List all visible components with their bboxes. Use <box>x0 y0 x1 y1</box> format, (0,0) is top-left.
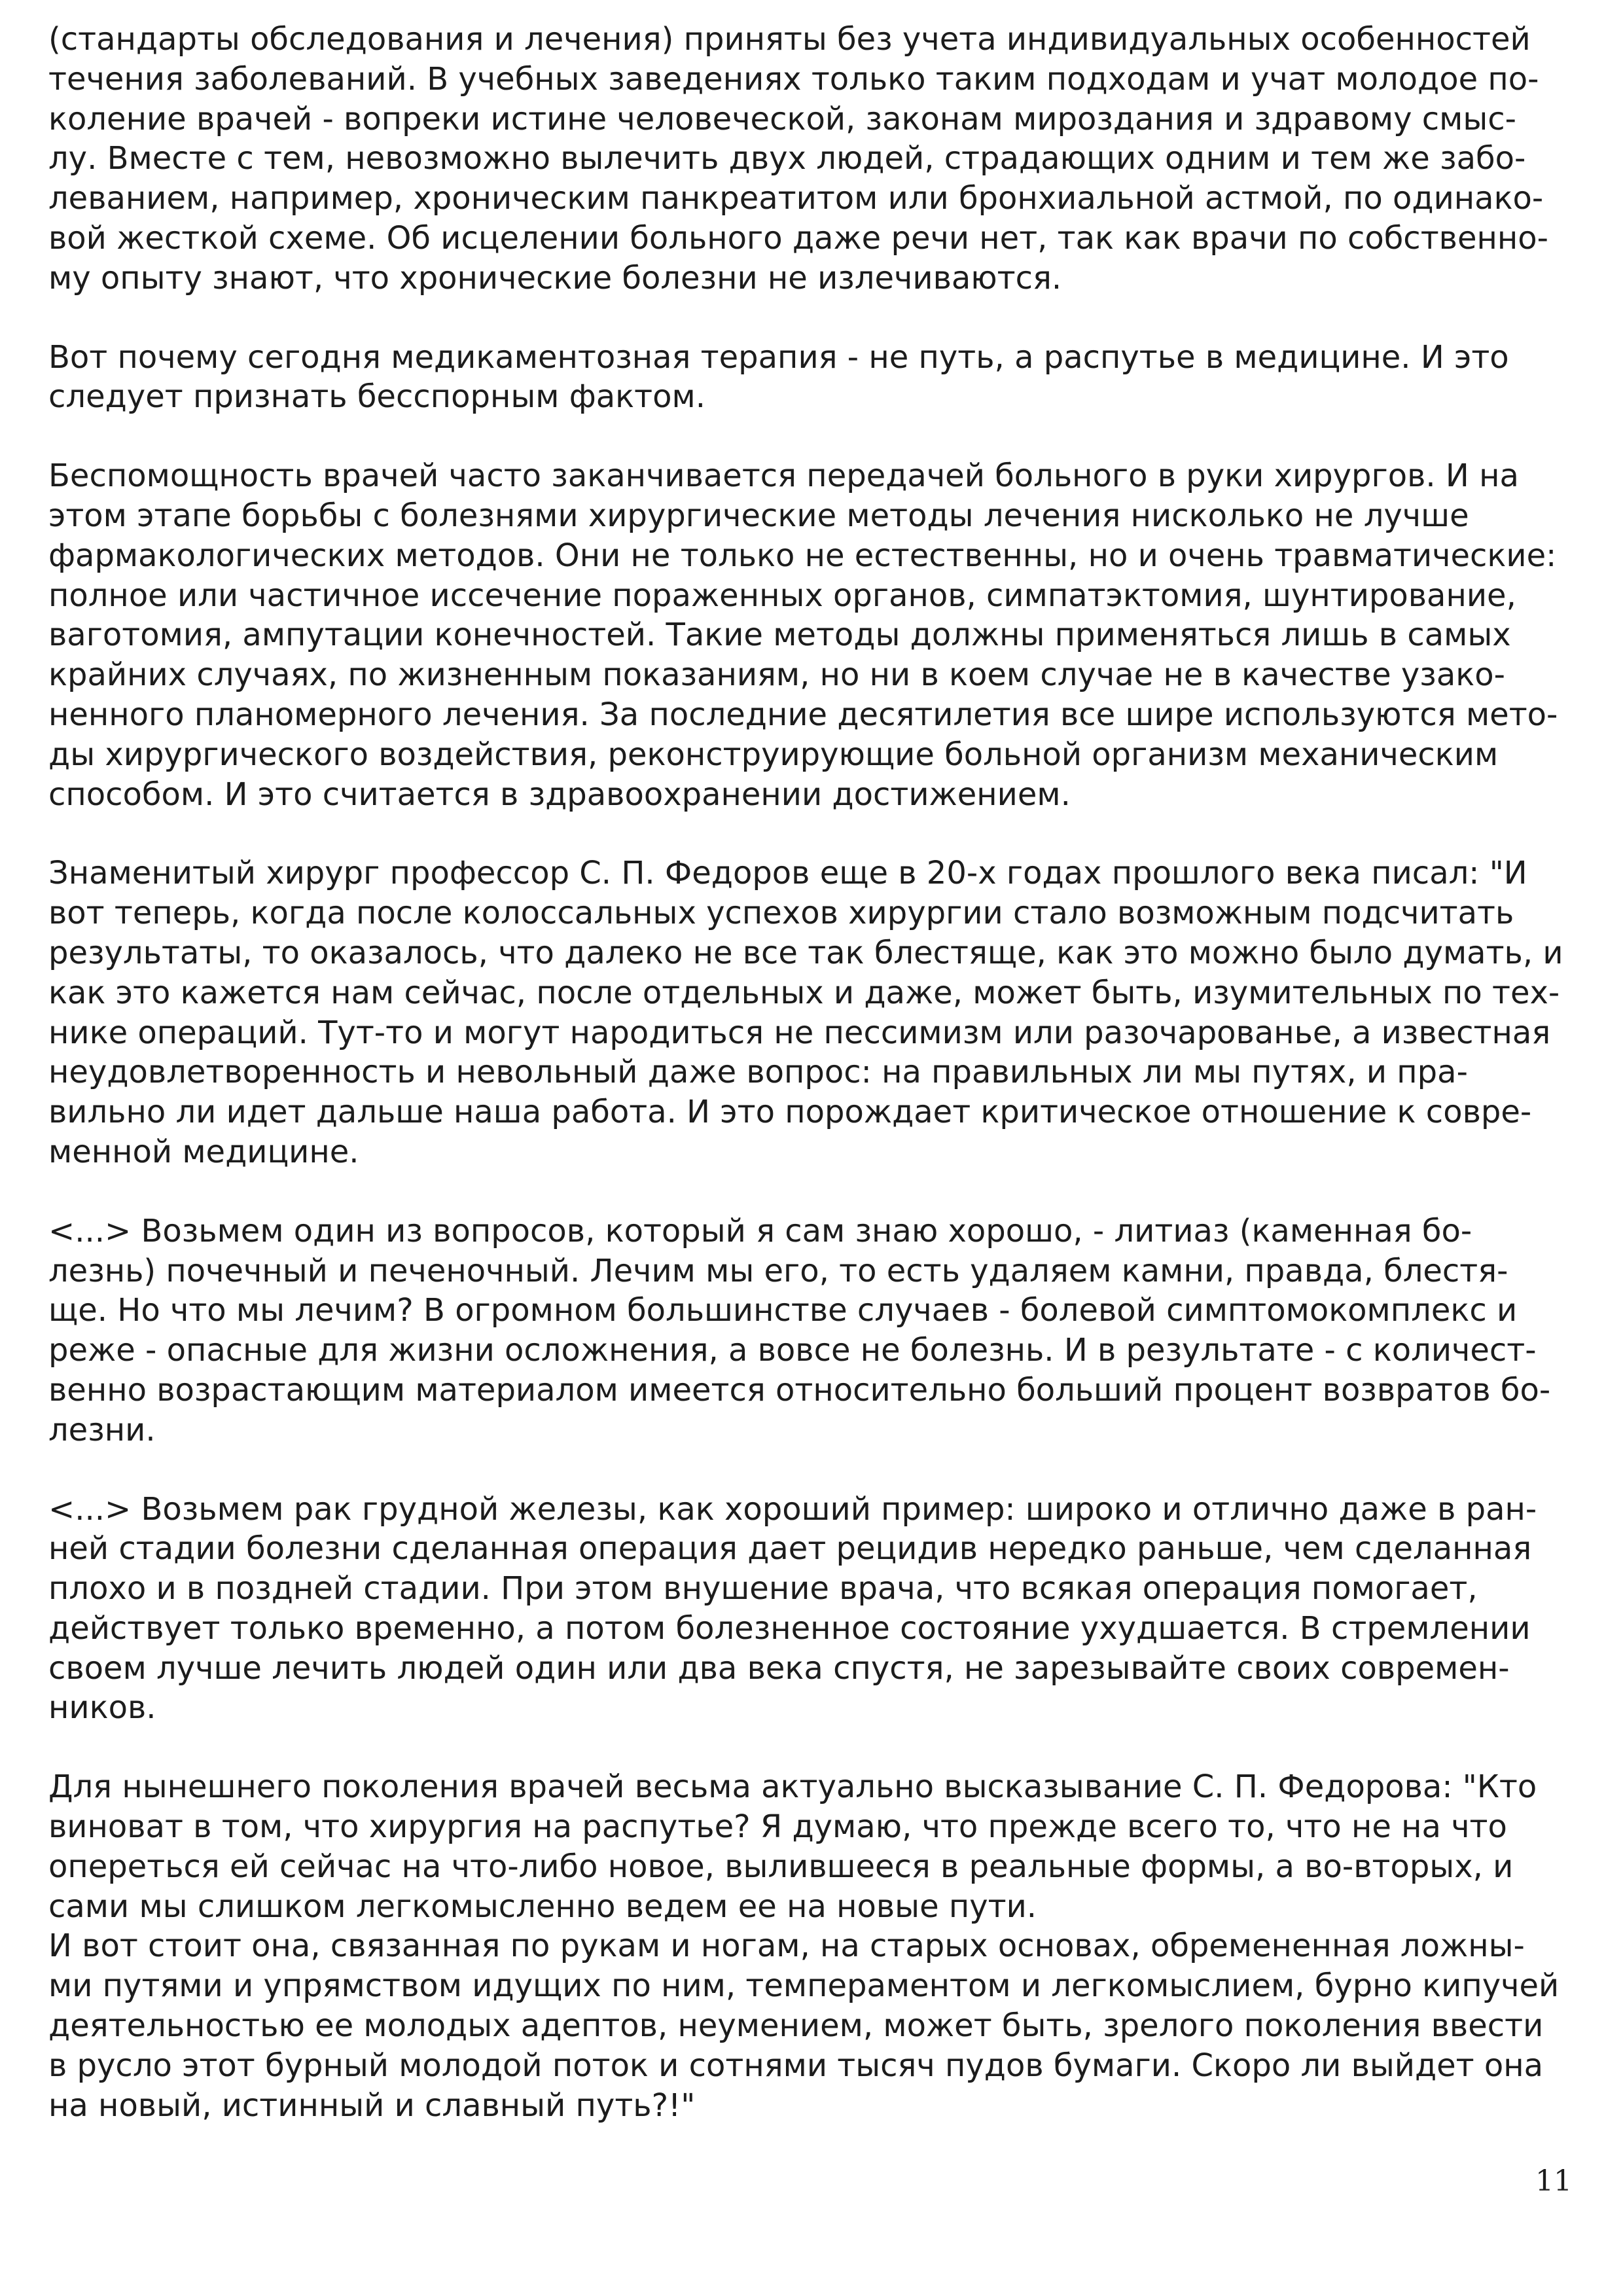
text-line: своем лучше лечить людей один или два века спустя, не зарезывайте своих современ- <box>48 1649 1510 1687</box>
text-line: венно возрастающим материалом имеется относительно больший процент возвратов бо- <box>48 1371 1551 1408</box>
text-line: вот теперь, когда после колоссальных успехов хирургии стало возможным подсчитать <box>48 895 1514 932</box>
text-line: Беспомощность врачей часто заканчивается передачей больного в руки хирургов. И на <box>48 457 1519 495</box>
text-line: плохо и в поздней стадии. При этом внушение врача, что всякая операция помогает, <box>48 1570 1478 1607</box>
text-line: (стандарты обследования и лечения) приняты без учета индивидуальных особенностей <box>48 21 1531 58</box>
text-line: лу. Вместе с тем, невозможно вылечить двух людей, страдающих одним и тем же забо- <box>48 140 1526 177</box>
text-line: лезни. <box>48 1411 156 1448</box>
text-line: ненного планомерного лечения. За последние десятилетия все шире используются мето- <box>48 696 1558 733</box>
text-line: ваготомия, ампутации конечностей. Такие методы должны применяться лишь в самых <box>48 617 1511 654</box>
text-line: следует признать бесспорным фактом. <box>48 378 705 416</box>
paragraph-1 <box>48 20 1586 298</box>
paragraph-6 <box>48 1490 1586 1729</box>
text-line: Вот почему сегодня медикаментозная терапия - не путь, а распутье в медицине. И это <box>48 338 1509 376</box>
text-line: леванием, например, хроническим панкреатитом или бронхиальной астмой, по одинако- <box>48 180 1544 217</box>
text-line: Для нынешнего поколения врачей весьма актуально высказывание С. П. Федорова: "Кто <box>48 1768 1537 1806</box>
text-line: вой жесткой схеме. Об исцелении больного даже речи нет, так как врачи по собственно- <box>48 219 1548 257</box>
text-line: результаты, то оказалось, что далеко не все так блестяще, как это можно было думать, и <box>48 934 1563 971</box>
text-line: реже - опасные для жизни осложнения, а вовсе не болезнь. И в результате - с количест- <box>48 1332 1537 1369</box>
text-line: как это кажется нам сейчас, после отдельных и даже, может быть, изумительных по тех- <box>48 974 1560 1011</box>
text-line: Знаменитый хирург профессор С. П. Федоров еще в 20-х годах прошлого века писал: "И <box>48 855 1527 892</box>
text-line: опереться ей сейчас на что-либо новое, вылившееся в реальные формы, а во-вторых, и <box>48 1848 1514 1885</box>
text-line: И вот стоит она, связанная по рукам и ногам, на старых основах, обремененная ложны- <box>48 1928 1525 1965</box>
text-line: течения заболеваний. В учебных заведениях только таким подходам и учат молодое по- <box>48 60 1539 98</box>
page-body <box>48 20 1586 2164</box>
text-line: виноват в том, что хирургия на распутье? Я думаю, что прежде всего то, что не на что <box>48 1808 1507 1846</box>
text-line: полное или частичное иссечение пораженных органов, симпатэктомия, шунтирование, <box>48 577 1516 614</box>
text-line: крайних случаях, по жизненным показаниям, но ни в коем случае не в качестве узако- <box>48 656 1505 694</box>
text-line: <...> Возьмем рак грудной железы, как хороший пример: широко и отлично даже в ран- <box>48 1490 1537 1528</box>
text-line: лезнь) почечный и печеночный. Лечим мы его, то есть удаляем камни, правда, блестя- <box>48 1252 1508 1289</box>
text-line: деятельностью ее молодых адептов, неумением, может быть, зрелого поколения ввести <box>48 2007 1544 2045</box>
page-number: 11 <box>1535 2164 1572 2198</box>
text-line: фармакологических методов. Они не только не естественны, но и очень травматические: <box>48 537 1557 574</box>
paragraph-4 <box>48 853 1586 1172</box>
text-line: менной медицине. <box>48 1133 359 1170</box>
paragraph-2 <box>48 338 1586 418</box>
text-line: ней стадии болезни сделанная операция дает рецидив нередко раньше, чем сделанная <box>48 1530 1532 1568</box>
text-line: действует только временно, а потом болезненное состояние ухудшается. В стремлении <box>48 1609 1531 1647</box>
text-line: му опыту знают, что хронические болезни не излечиваются. <box>48 259 1062 296</box>
text-line: на новый, истинный и славный путь?!" <box>48 2087 696 2124</box>
text-line: ми путями и упрямством идущих по ним, темпераментом и легкомыслием, бурно кипучей <box>48 1967 1560 2005</box>
text-line: <...> Возьмем один из вопросов, который я сам знаю хорошо, - литиаз (каменная бо- <box>48 1212 1472 1249</box>
text-line: этом этапе борьбы с болезнями хирургические методы лечения нисколько не лучше <box>48 497 1469 534</box>
text-line: ще. Но что мы лечим? В огромном большинстве случаев - болевой симптомокомплекс и <box>48 1292 1518 1329</box>
text-line: ды хирургического воздействия, реконструирующие больной организм механическим <box>48 736 1499 773</box>
text-line: неудовлетворенность и невольный даже вопрос: на правильных ли мы путях, и пра- <box>48 1054 1468 1091</box>
paragraph-5 <box>48 1211 1586 1450</box>
text-line: коление врачей - вопреки истине человеческой, законам мироздания и здравому смыс- <box>48 100 1516 137</box>
text-line: способом. И это считается в здравоохранении достижением. <box>48 776 1071 813</box>
text-line: нике операций. Тут-то и могут народиться не пессимизм или разочарованье, а известная <box>48 1014 1551 1051</box>
text-line: в русло этот бурный молодой поток и сотнями тысяч пудов бумаги. Скоро ли выйдет она <box>48 2047 1544 2084</box>
paragraph-7 <box>48 1767 1586 2125</box>
text-line: ников. <box>48 1689 156 1727</box>
paragraph-3 <box>48 456 1586 814</box>
text-line: сами мы слишком легкомысленно ведем ее на новые пути. <box>48 1888 1037 1925</box>
text-line: вильно ли идет дальше наша работа. И это порождает критическое отношение к совре- <box>48 1094 1532 1131</box>
